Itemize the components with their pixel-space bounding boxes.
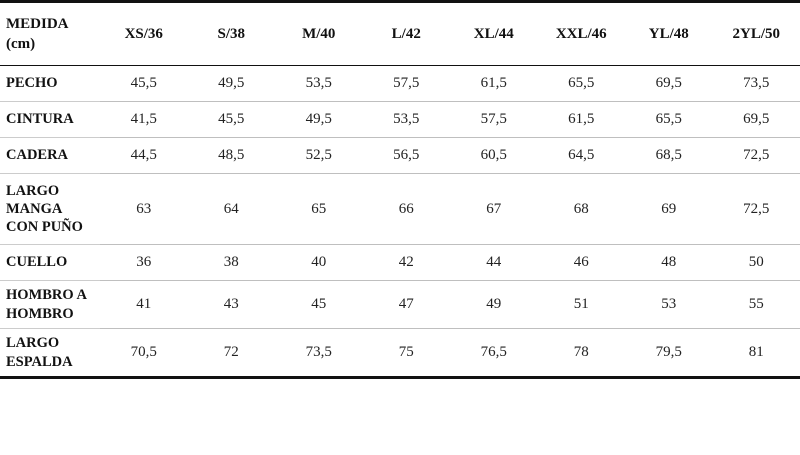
cell-pecho-xs: 45,5 [100, 66, 188, 102]
column-header-s: S/38 [188, 2, 276, 66]
cell-hombro-2yl: 55 [713, 281, 800, 329]
measure-header-unit: (cm) [6, 36, 36, 52]
column-header-yl: YL/48 [625, 2, 713, 66]
cell-hombro-xxl: 51 [538, 281, 626, 329]
cell-hombro-m: 45 [275, 281, 363, 329]
cell-hombro-s: 43 [188, 281, 276, 329]
cell-pecho-l: 57,5 [363, 66, 451, 102]
column-header-2yl: 2YL/50 [713, 2, 800, 66]
cell-cintura-l: 53,5 [363, 102, 451, 138]
cell-cuello-m: 40 [275, 245, 363, 281]
column-header-xl: XL/44 [450, 2, 538, 66]
cell-largo-manga-yl: 69 [625, 174, 713, 245]
table-row [0, 281, 800, 329]
cell-largo-manga-xxl: 68 [538, 174, 626, 245]
cell-cadera-l: 56,5 [363, 138, 451, 174]
column-header-xs: XS/36 [100, 2, 188, 66]
cell-cintura-xl: 57,5 [450, 102, 538, 138]
cell-largo-espalda-l: 75 [363, 329, 451, 378]
cell-largo-espalda-xl: 76,5 [450, 329, 538, 378]
row-label-largo-espalda: LARGO ESPALDA [0, 329, 100, 378]
row-label-cuello: CUELLO [0, 245, 100, 281]
cell-hombro-xl: 49 [450, 281, 538, 329]
cell-largo-espalda-xs: 70,5 [100, 329, 188, 378]
cell-cuello-xs: 36 [100, 245, 188, 281]
row-label-largo-manga-con-puno: LARGO MANGA CON PUÑO [0, 174, 100, 245]
cell-cadera-2yl: 72,5 [713, 138, 800, 174]
cell-cintura-xs: 41,5 [100, 102, 188, 138]
measure-header-label: MEDIDA [6, 15, 69, 32]
cell-pecho-xxl: 65,5 [538, 66, 626, 102]
measure-header [0, 2, 100, 66]
cell-cadera-yl: 68,5 [625, 138, 713, 174]
cell-largo-manga-xs: 63 [100, 174, 188, 245]
column-header-l: L/42 [363, 2, 451, 66]
column-header-xxl: XXL/46 [538, 2, 626, 66]
header-row [0, 2, 800, 66]
cell-largo-espalda-s: 72 [188, 329, 276, 378]
cell-hombro-xs: 41 [100, 281, 188, 329]
cell-cuello-l: 42 [363, 245, 451, 281]
cell-cadera-s: 48,5 [188, 138, 276, 174]
cell-pecho-s: 49,5 [188, 66, 276, 102]
cell-cuello-xxl: 46 [538, 245, 626, 281]
cell-largo-manga-s: 64 [188, 174, 276, 245]
table-row [0, 174, 800, 245]
cell-largo-espalda-xxl: 78 [538, 329, 626, 378]
cell-cintura-xxl: 61,5 [538, 102, 626, 138]
cell-largo-espalda-m: 73,5 [275, 329, 363, 378]
table-row [0, 245, 800, 281]
row-label-hombro-a-hombro: HOMBRO A HOMBRO [0, 281, 100, 329]
cell-cuello-2yl: 50 [713, 245, 800, 281]
cell-pecho-2yl: 73,5 [713, 66, 800, 102]
row-label-cintura: CINTURA [0, 102, 100, 138]
column-header-m: M/40 [275, 2, 363, 66]
cell-cuello-yl: 48 [625, 245, 713, 281]
cell-pecho-yl: 69,5 [625, 66, 713, 102]
cell-cintura-2yl: 69,5 [713, 102, 800, 138]
table-row [0, 138, 800, 174]
table-row [0, 102, 800, 138]
cell-cintura-yl: 65,5 [625, 102, 713, 138]
table-head [0, 2, 800, 66]
cell-pecho-xl: 61,5 [450, 66, 538, 102]
cell-cintura-s: 45,5 [188, 102, 276, 138]
cell-cintura-m: 49,5 [275, 102, 363, 138]
cell-hombro-yl: 53 [625, 281, 713, 329]
cell-largo-manga-2yl: 72,5 [713, 174, 800, 245]
cell-largo-manga-xl: 67 [450, 174, 538, 245]
cell-largo-manga-m: 65 [275, 174, 363, 245]
cell-largo-espalda-yl: 79,5 [625, 329, 713, 378]
cell-cuello-s: 38 [188, 245, 276, 281]
cell-pecho-m: 53,5 [275, 66, 363, 102]
cell-cadera-xxl: 64,5 [538, 138, 626, 174]
table-row [0, 66, 800, 102]
cell-largo-espalda-2yl: 81 [713, 329, 800, 378]
cell-cadera-xs: 44,5 [100, 138, 188, 174]
row-label-pecho: PECHO [0, 66, 100, 102]
table-row [0, 329, 800, 378]
cell-cadera-m: 52,5 [275, 138, 363, 174]
row-label-cadera: CADERA [0, 138, 100, 174]
cell-cadera-xl: 60,5 [450, 138, 538, 174]
cell-hombro-l: 47 [363, 281, 451, 329]
table-body [0, 66, 800, 378]
cell-cuello-xl: 44 [450, 245, 538, 281]
cell-largo-manga-l: 66 [363, 174, 451, 245]
